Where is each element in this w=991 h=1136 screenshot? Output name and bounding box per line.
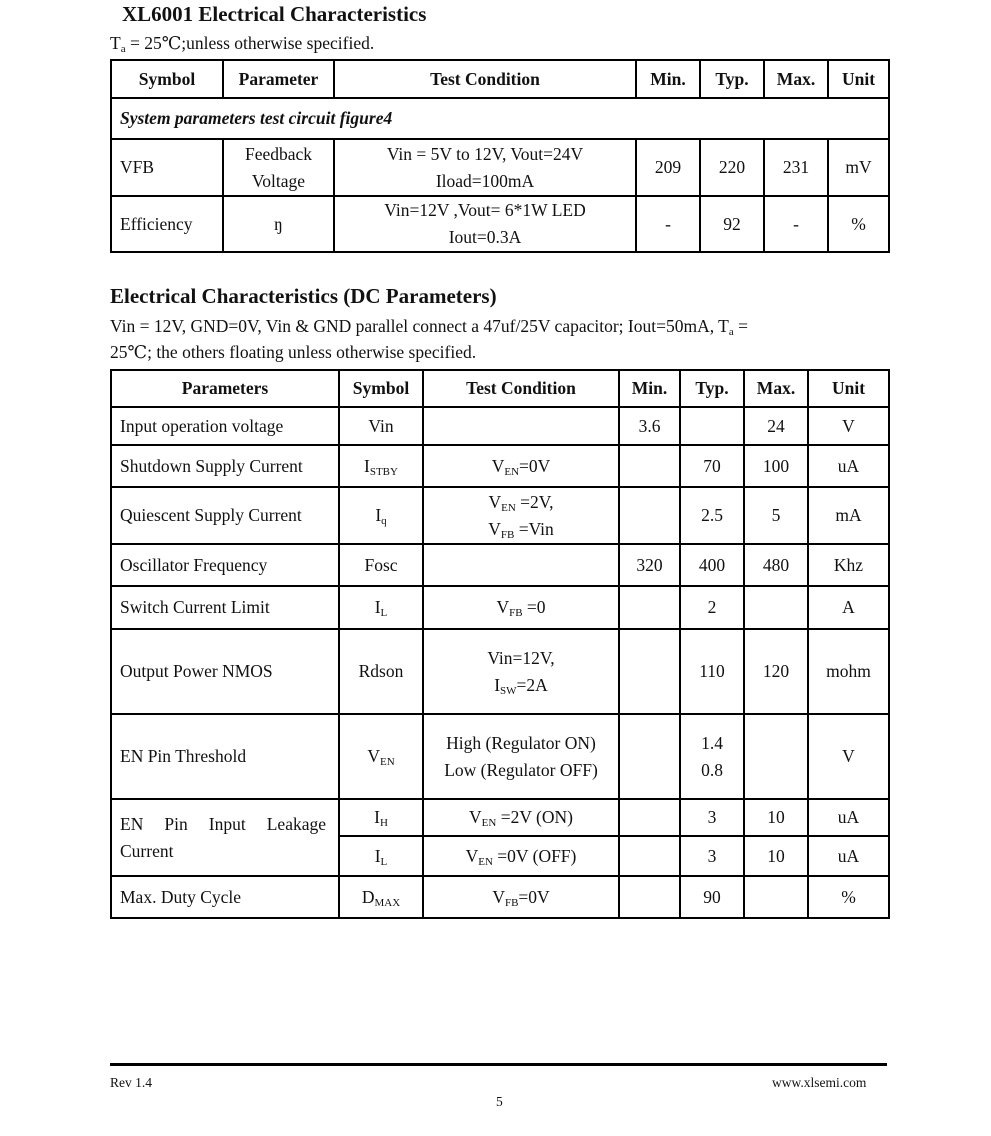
cell-symbol: $D_{MAX}$	[339, 876, 423, 918]
cell-min: 3.6	[619, 407, 680, 445]
cell-condition: $V_{FB}=0V$	[423, 876, 619, 918]
cell-max: 24	[744, 407, 808, 445]
dc-parameters-table	[110, 369, 890, 919]
table-row	[111, 196, 889, 252]
header-cell: Unit	[808, 370, 889, 407]
cell-parameter: Max. Duty Cycle	[111, 876, 339, 918]
cell-max: 10	[744, 799, 808, 836]
footer-website[interactable]: www.xlsemi.com	[772, 1075, 867, 1090]
cell-typ: 3	[680, 836, 744, 876]
cell-unit: %	[808, 876, 889, 918]
header-cell: Parameter	[223, 60, 334, 98]
cell-symbol: Efficiency	[111, 196, 223, 252]
cell-parameter: EN Pin Threshold	[111, 714, 339, 799]
cell-unit: V	[808, 407, 889, 445]
cell-typ: 2	[680, 586, 744, 629]
footer-divider	[110, 1063, 887, 1066]
header-cell: Min.	[636, 60, 700, 98]
cell-unit: A	[808, 586, 889, 629]
cell-max: 5	[744, 487, 808, 544]
cell-min: 209	[636, 139, 700, 196]
cell-min	[619, 487, 680, 544]
header-cell: Parameters	[111, 370, 339, 407]
cell-parameter: Feedback Voltage	[223, 139, 334, 196]
cell-min	[619, 836, 680, 876]
cell-max	[744, 586, 808, 629]
cell-max	[744, 714, 808, 799]
section2-title: Electrical Characteristics (DC Parameters)	[110, 284, 497, 308]
header-cell: Symbol	[111, 60, 223, 98]
header-cell: Min.	[619, 370, 680, 407]
header-cell: Unit	[828, 60, 889, 98]
cell-typ: 3	[680, 799, 744, 836]
table-row	[111, 407, 889, 445]
cell-min	[619, 445, 680, 487]
cell-min	[619, 799, 680, 836]
cell-symbol: $I_L$	[339, 586, 423, 629]
cell-max: 100	[744, 445, 808, 487]
cell-unit: %	[828, 196, 889, 252]
table-row	[111, 445, 889, 487]
cell-parameter: Quiescent Supply Current	[111, 487, 339, 544]
cell-condition: Vin=12V, $I_{SW}=2A$	[423, 629, 619, 714]
cell-parameter: Shutdown Supply Current	[111, 445, 339, 487]
cell-max: 480	[744, 544, 808, 586]
cell-unit: mohm	[808, 629, 889, 714]
header-cell: Typ.	[680, 370, 744, 407]
table-row	[111, 714, 889, 799]
table-row	[111, 876, 889, 918]
cell-unit: Khz	[808, 544, 889, 586]
header-cell: Test Condition	[334, 60, 636, 98]
cell-parameter: Oscillator Frequency	[111, 544, 339, 586]
header-cell: Typ.	[700, 60, 764, 98]
cell-min	[619, 714, 680, 799]
cell-symbol: $I_q$	[339, 487, 423, 544]
page-number: 5	[496, 1094, 503, 1109]
table-header-row	[111, 60, 889, 98]
cell-unit: mA	[808, 487, 889, 544]
cell-min: 320	[619, 544, 680, 586]
cell-condition: $V_{EN} =2V$, $V_{FB} =Vin$	[423, 487, 619, 544]
cell-symbol: VFB	[111, 139, 223, 196]
table-row	[111, 799, 889, 836]
cell-condition: $V_{FB} =0$	[423, 586, 619, 629]
cell-typ: 70	[680, 445, 744, 487]
table-row	[111, 544, 889, 586]
cell-min: -	[636, 196, 700, 252]
header-cell: Test Condition	[423, 370, 619, 407]
cell-condition	[423, 407, 619, 445]
cell-max: 120	[744, 629, 808, 714]
cell-max: 10	[744, 836, 808, 876]
cell-unit: uA	[808, 445, 889, 487]
cell-condition: Vin=12V ,Vout= 6*1W LED Iout=0.3A	[334, 196, 636, 252]
cell-parameter: Switch Current Limit	[111, 586, 339, 629]
cell-symbol: $I_H$	[339, 799, 423, 836]
cell-condition	[423, 544, 619, 586]
cell-symbol: Vin	[339, 407, 423, 445]
cell-max	[744, 876, 808, 918]
cell-condition: $V_{EN} =2V$ (ON)	[423, 799, 619, 836]
cell-unit: mV	[828, 139, 889, 196]
footer-revision: Rev 1.4	[110, 1075, 152, 1090]
cell-typ: 400	[680, 544, 744, 586]
cell-typ	[680, 407, 744, 445]
table-row	[111, 586, 889, 629]
section1-title: XL6001 Electrical Characteristics	[122, 2, 427, 26]
cell-parameter: ŋ	[223, 196, 334, 252]
cell-condition: High (Regulator ON) Low (Regulator OFF)	[423, 714, 619, 799]
cell-unit: V	[808, 714, 889, 799]
cell-typ: 90	[680, 876, 744, 918]
cell-symbol: Rdson	[339, 629, 423, 714]
cell-symbol: Fosc	[339, 544, 423, 586]
cell-typ: 110	[680, 629, 744, 714]
cell-typ: 220	[700, 139, 764, 196]
cell-unit: uA	[808, 799, 889, 836]
cell-symbol: $I_{STBY}$	[339, 445, 423, 487]
cell-condition: $V_{EN}=0V$	[423, 445, 619, 487]
cell-max: -	[764, 196, 828, 252]
table-row	[111, 629, 889, 714]
cell-parameter: Output Power NMOS	[111, 629, 339, 714]
cell-min	[619, 586, 680, 629]
system-parameters-table	[110, 59, 890, 253]
cell-condition: Vin = 5V to 12V, Vout=24V Iload=100mA	[334, 139, 636, 196]
cell-min	[619, 629, 680, 714]
header-cell: Symbol	[339, 370, 423, 407]
cell-condition: $V_{EN} =0V$ (OFF)	[423, 836, 619, 876]
header-cell: Max.	[764, 60, 828, 98]
cell-typ: 92	[700, 196, 764, 252]
cell-parameter: EN Pin Input Leakage Current	[111, 799, 339, 876]
section-label: System parameters test circuit figure4	[111, 98, 889, 139]
table-section-row	[111, 98, 889, 139]
cell-min	[619, 876, 680, 918]
cell-max: 231	[764, 139, 828, 196]
cell-symbol: $I_L$	[339, 836, 423, 876]
section1-condition: $T_a$ = 25℃;unless otherwise specified.	[110, 33, 375, 55]
cell-typ: 2.5	[680, 487, 744, 544]
cell-unit: uA	[808, 836, 889, 876]
cell-parameter: Input operation voltage	[111, 407, 339, 445]
header-cell: Max.	[744, 370, 808, 407]
table-header-row	[111, 370, 889, 407]
table-row	[111, 487, 889, 544]
table-row	[111, 139, 889, 196]
cell-typ: 1.4 0.8	[680, 714, 744, 799]
cell-symbol: $V_{EN}$	[339, 714, 423, 799]
section2-condition: Vin = 12V, GND=0V, Vin & GND parallel connect a 47uf/25V capacitor; Iout=50mA, $T_a$ = 25℃; the others floating unless otherwise specified.	[110, 316, 748, 362]
